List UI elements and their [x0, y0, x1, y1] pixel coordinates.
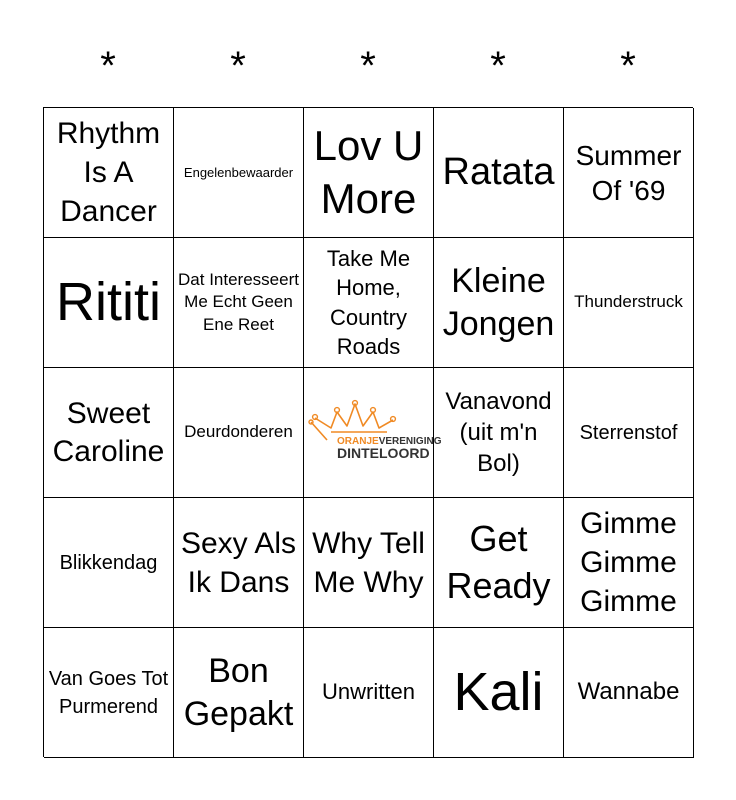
bingo-cell[interactable] — [174, 628, 304, 758]
cell-label: Unwritten — [322, 679, 415, 705]
bingo-cell[interactable] — [434, 368, 564, 498]
bingo-cell[interactable] — [434, 498, 564, 628]
bingo-cell[interactable] — [304, 108, 434, 238]
bingo-grid — [43, 107, 693, 757]
cell-label: Sweet Caroline — [52, 397, 165, 468]
cell-label: Gimme Gimme Gimme — [580, 507, 677, 618]
bingo-cell[interactable] — [564, 238, 694, 368]
cell-label: Ratata — [442, 150, 555, 193]
bingo-cell[interactable] — [304, 628, 434, 758]
bingo-cell[interactable] — [564, 368, 694, 498]
bingo-cell[interactable] — [434, 628, 564, 758]
cell-label: Rititi — [56, 271, 161, 332]
cell-label: Kali — [453, 661, 544, 722]
cell-label: Vanavond (uit m'n Bol) — [445, 387, 552, 478]
cell-label: Rhythm Is A Dancer — [56, 117, 161, 228]
bingo-cell[interactable] — [304, 238, 434, 368]
bingo-cell[interactable] — [434, 238, 564, 368]
cell-label: Summer Of '69 — [575, 139, 682, 206]
cell-label: Van Goes Tot Purmerend — [48, 667, 169, 718]
header-row — [43, 40, 693, 100]
bingo-cell[interactable] — [44, 498, 174, 628]
bingo-cell[interactable] — [44, 368, 174, 498]
bingo-cell[interactable] — [564, 498, 694, 628]
bingo-cell[interactable] — [564, 108, 694, 238]
free-space-cell[interactable] — [304, 368, 441, 498]
header-star-4: * — [490, 44, 506, 88]
logo-text-oranje: ORANJE — [336, 435, 379, 447]
bingo-cell[interactable] — [174, 498, 304, 628]
bingo-cell[interactable] — [174, 368, 304, 498]
bingo-cell[interactable] — [434, 108, 564, 238]
cell-label: Deurdonderen — [184, 422, 293, 442]
bingo-cell[interactable] — [44, 628, 174, 758]
header-star-1: * — [100, 44, 116, 88]
cell-label: Sexy Als Ik Dans — [180, 526, 297, 599]
bingo-cell[interactable] — [564, 628, 694, 758]
cell-label: Kleine Jongen — [442, 262, 555, 343]
bingo-cell[interactable] — [44, 108, 174, 238]
logo-text-vereniging: VERENIGING — [378, 435, 441, 447]
cell-label: Lov U More — [313, 122, 424, 222]
logo-text-dinteloord: DINTELOORD — [336, 444, 430, 461]
cell-label: Dat Interesseert Me Echt Geen Ene Reet — [178, 269, 299, 334]
cell-label: Engelenbewaarder — [183, 164, 294, 180]
cell-label: Blikkendag — [59, 551, 158, 574]
header-star-5: * — [620, 44, 636, 88]
header-star-2: * — [230, 44, 246, 88]
cell-label: Why Tell Me Why — [312, 526, 425, 599]
cell-label: Bon Gepakt — [183, 652, 294, 733]
cell-label: Thunderstruck — [574, 292, 683, 312]
bingo-cell[interactable] — [304, 498, 434, 628]
bingo-cell[interactable] — [174, 108, 304, 238]
bingo-cell[interactable] — [174, 238, 304, 368]
cell-label: Wannabe — [577, 678, 680, 706]
crown-logo — [307, 398, 441, 468]
cell-label: Take Me Home, Country Roads — [326, 246, 411, 359]
cell-label: Sterrenstof — [579, 421, 678, 444]
bingo-cell[interactable] — [44, 238, 174, 368]
header-star-3: * — [360, 44, 376, 88]
cell-label: Get Ready — [446, 517, 551, 606]
